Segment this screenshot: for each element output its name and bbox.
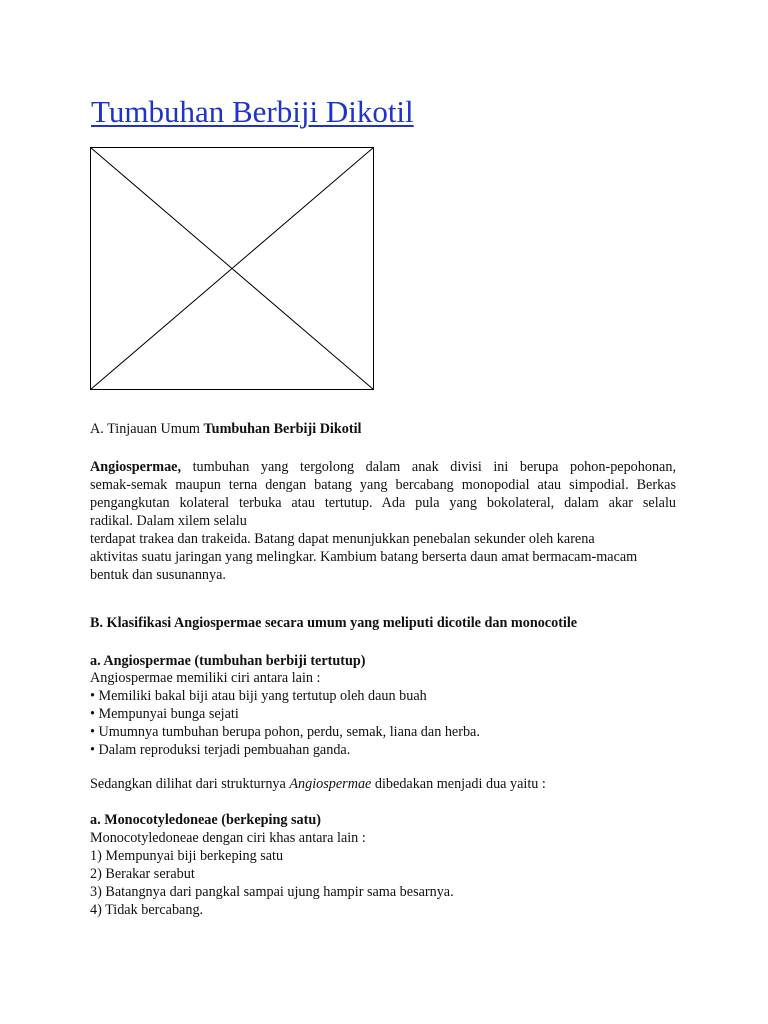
intro-line-6: aktivitas suatu jaringan yang melingkar. Kambium batang berserta daun amat bermacam-macam <box>90 549 638 565</box>
broken-image-placeholder <box>90 147 374 390</box>
intro-line-5: terdapat trakea dan trakeida. Batang dapat menunjukkan penebalan sekunder oleh karena <box>90 531 595 547</box>
angiospermae-bullet: • Umumnya tumbuhan berupa pohon, perdu, semak, liana dan herba. <box>90 724 480 740</box>
section-a-heading <box>90 420 676 438</box>
intro-line-7: bentuk dan susunannya. <box>90 567 226 583</box>
intro-line-1-rest: tumbuhan yang tergolong dalam anak divisi ini berupa pohon-pepohonan, <box>181 459 676 475</box>
section-b-text: B. Klasifikasi Angiospermae secara umum yang meliputi dicotile dan monocotile <box>90 615 578 631</box>
monocot-intro: Monocotyledoneae dengan ciri khas antara lain : <box>90 830 366 846</box>
intro-line-1 <box>90 458 676 476</box>
intro-line-3: pengangkutan kolateral terbuka atau tertutup. Ada pula yang bokolateral, dalam akar selalu <box>90 495 676 511</box>
monocot-heading-text: a. Monocotyledoneae (berkeping satu) <box>90 812 321 828</box>
monocot-item: 3) Batangnya dari pangkal sampai ujung hampir sama besarnya. <box>90 884 454 900</box>
monocot-item: 1) Mempunyai biji berkeping satu <box>90 848 284 864</box>
angiospermae-bullet: • Mempunyai bunga sejati <box>90 706 239 722</box>
intro-line-2: semak-semak maupun terna dengan batang yang bercabang monopodial atau simpodial. Berkas <box>90 477 676 493</box>
angiospermae-bullet: • Dalam reproduksi terjadi pembuahan ganda. <box>90 742 351 758</box>
angiospermae-bullet: • Memiliki bakal biji atau biji yang tertutup oleh daun buah <box>90 688 427 704</box>
section-a-prefix: A. Tinjauan Umum <box>90 421 204 437</box>
structure-suffix: dibedakan menjadi dua yaitu : <box>371 776 546 792</box>
structure-prefix: Sedangkan dilihat dari strukturnya <box>90 776 290 792</box>
structure-italic: Angiospermae <box>289 776 372 792</box>
section-b-heading <box>90 614 676 632</box>
page-title[interactable]: Tumbuhan Berbiji Dikotil <box>91 94 414 129</box>
intro-bold-word: Angiospermae, <box>90 459 182 475</box>
angiospermae-intro: Angiospermae memiliki ciri antara lain : <box>90 670 321 686</box>
intro-line-4: radikal. Dalam xilem selalu <box>90 513 247 529</box>
section-a-bold: Tumbuhan Berbiji Dikotil <box>203 421 362 437</box>
monocot-item: 4) Tidak bercabang. <box>90 902 204 918</box>
structure-sentence <box>90 775 676 793</box>
monocot-item: 2) Berakar serabut <box>90 866 195 882</box>
angiospermae-heading-text: a. Angiospermae (tumbuhan berbiji tertutup) <box>90 653 366 669</box>
angiospermae-heading <box>90 652 676 670</box>
monocot-heading <box>90 811 676 829</box>
